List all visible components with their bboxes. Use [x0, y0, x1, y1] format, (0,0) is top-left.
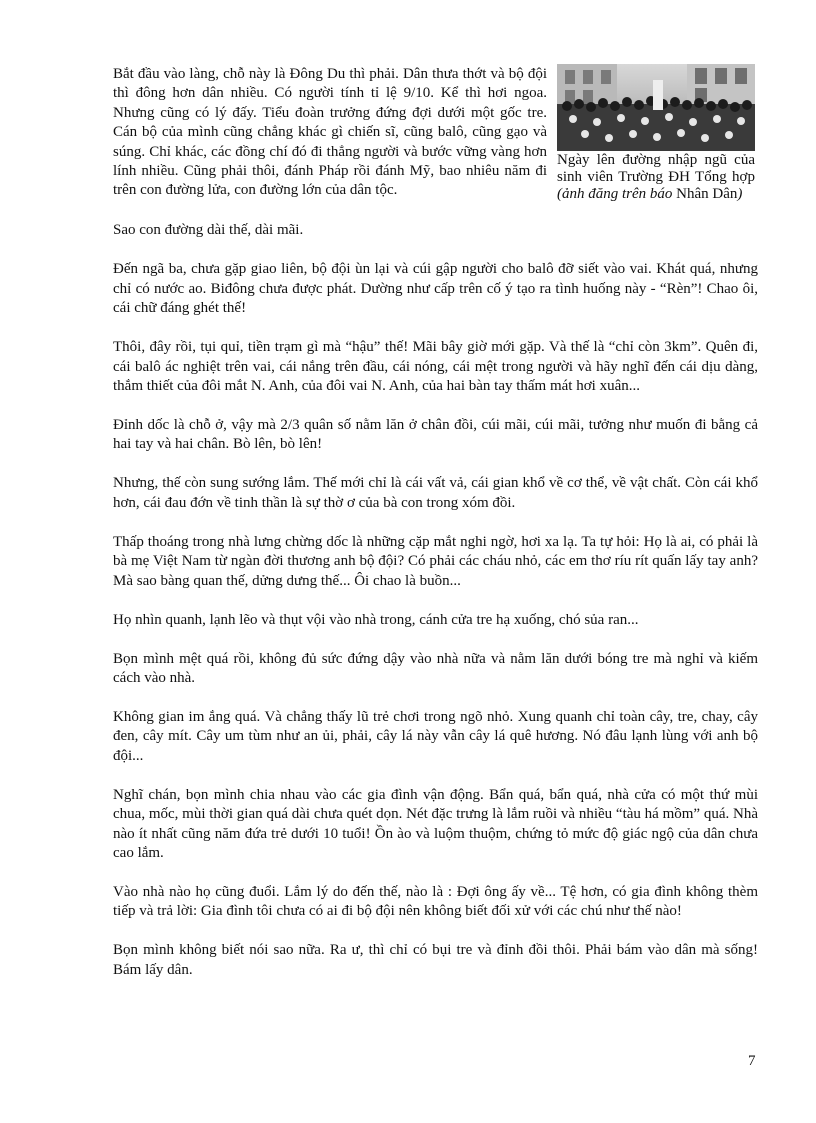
enlistment-photo: [557, 64, 755, 151]
caption-lead: Ngày lên đường nhập ngũ của sinh viên Trường ĐH Tổng hợp: [557, 152, 755, 185]
paragraph: Sao con đường dài thế, dài mãi.: [113, 222, 304, 239]
paragraph: Nghĩ chán, bọn mình chia nhau vào các gia đình vận động. Bẩn quá, bẩn quá, nhà cửa có một thứ mùi chua, mốc, mùi thời gian quá dài chưa quét dọn. Nét đặc trưng là lắm ruồi và nhiều “tàu há mồm” quá. Nhà nào ít nhất cũng năm đứa trẻ dưới 10 tuổi! Ồn ào và luộm thuộm, chứng tỏ mức độ giác ngộ của dân chưa cao lắm.: [113, 786, 758, 862]
paragraph: Không gian im ắng quá. Và chẳng thấy lũ trẻ chơi trong ngõ nhỏ. Xung quanh chỉ toàn cây, tre, chay, cây đen, cây mít. Cây um tùm như an ủi, phải, cây lá này vẫn cây lá quê hương. Nó đâu lạnh lùng với anh bộ đội...: [113, 709, 758, 764]
paragraph: Đỉnh dốc là chỗ ở, vậy mà 2/3 quân số nằm lăn ở chân đồi, cúi mãi, cúi mãi, tưởng như muốn đi bằng cả hai tay và hai chân. Bò lên, bò lên!: [113, 417, 758, 453]
paragraph: Họ nhìn quanh, lạnh lẽo và thụt vội vào nhà trong, cánh cửa tre hạ xuống, chó sủa ran...: [113, 611, 639, 628]
page-number: 7: [748, 1053, 756, 1069]
lead-section: [113, 64, 758, 202]
paragraph: Bọn mình không biết nói sao nữa. Ra ư, thì chỉ có bụi tre và đỉnh đồi thôi. Phải bám vào dân mà sống! Bám lấy dân.: [113, 942, 758, 978]
paragraph: Thôi, đây rồi, tụi quỉ, tiền trạm gì mà “hậu” thế! Mãi bây giờ mới gặp. Và thế là “chỉ còn 3km”. Quên đi, cái balô ác nghiệt trên vai, cái nắng trên đầu, cái nóng, cái mệt trong người và hãy nghĩ đến cái dịu dàng, thắm thiết của đôi mắt N. Anh, của đôi vai N. Anh, của hai bàn tay thấm mát hơi xuân...: [113, 339, 758, 395]
paragraph: Bọn mình mệt quá rồi, không đủ sức đứng dậy vào nhà nữa và nằm lăn dưới bóng tre mà nghỉ và kiếm cách vào nhà.: [113, 650, 758, 687]
caption-source: (ảnh đăng trên báo: [557, 185, 673, 202]
paragraph: Vào nhà nào họ cũng đuổi. Lắm lý do đến thế, nào là : Đợi ông ấy về... Tệ hơn, có gia đình không thèm tiếp và trả lời: Gia đình tôi chưa có ai đi bộ đội nên không biết đối xử với các chú như thế nào!: [113, 884, 758, 920]
body-text: [113, 64, 758, 980]
paragraph: Đến ngã ba, chưa gặp giao liên, bộ đội ùn lại và cúi gập người cho balô đỡ siết vào vai. Khát quá, nhưng chỉ có nước ao. Biđông chưa được phát. Dường như cấp trên cố ý tạo ra tình huống này - “Rèn”! Chao ôi, cái chữ đáng ghét thế!: [113, 261, 758, 317]
paragraph: Nhưng, thế còn sung sướng lắm. Thế mới chỉ là cái vất vả, cái gian khổ về cơ thể, về vật chất. Còn cái khổ hơn, cái đau đớn về tinh thần là sự thờ ơ của bà con trong xóm đồi.: [113, 475, 758, 511]
caption-close: ): [737, 185, 743, 202]
photo-caption: [557, 151, 755, 202]
paragraph: Thấp thoáng trong nhà lưng chừng dốc là những cặp mắt nghi ngờ, hơi xa lạ. Ta tự hỏi: Họ là ai, có phải là bà mẹ Việt Nam từ ngàn đời thương anh bộ đội? Có phải các cháu nhỏ, các em thơ ríu rít quấn lấy tay anh? Mà sao bàng quan thế, dửng dưng thế... Ôi chao là buồn...: [113, 533, 758, 589]
news-photo-figure: [557, 64, 755, 202]
lead-paragraph: Bắt đầu vào làng, chỗ này là Đông Du thì phải. Dân thưa thớt và bộ đội thì đông hơn dân nhiều. Có người tính tỉ lệ 9/10. Kể thì hơi ngoa. Nhưng cũng có lý đấy. Tiểu đoàn trưởng đứng đợi dưới một gốc tre. Cán bộ của mình cũng chẳng khác gì chiến sĩ, cũng balô, cũng gạo và súng. Chỉ khác, các đồng chí đó đi thẳng người và bước vững vàng hơn lính nhiều. Cũng phải thôi, đánh Pháp rồi đánh Mỹ, bao nhiêu năm đi trên con đường lửa, con đường lớn của dân tộc.: [113, 66, 547, 199]
caption-newspaper: Nhân Dân: [672, 185, 738, 202]
